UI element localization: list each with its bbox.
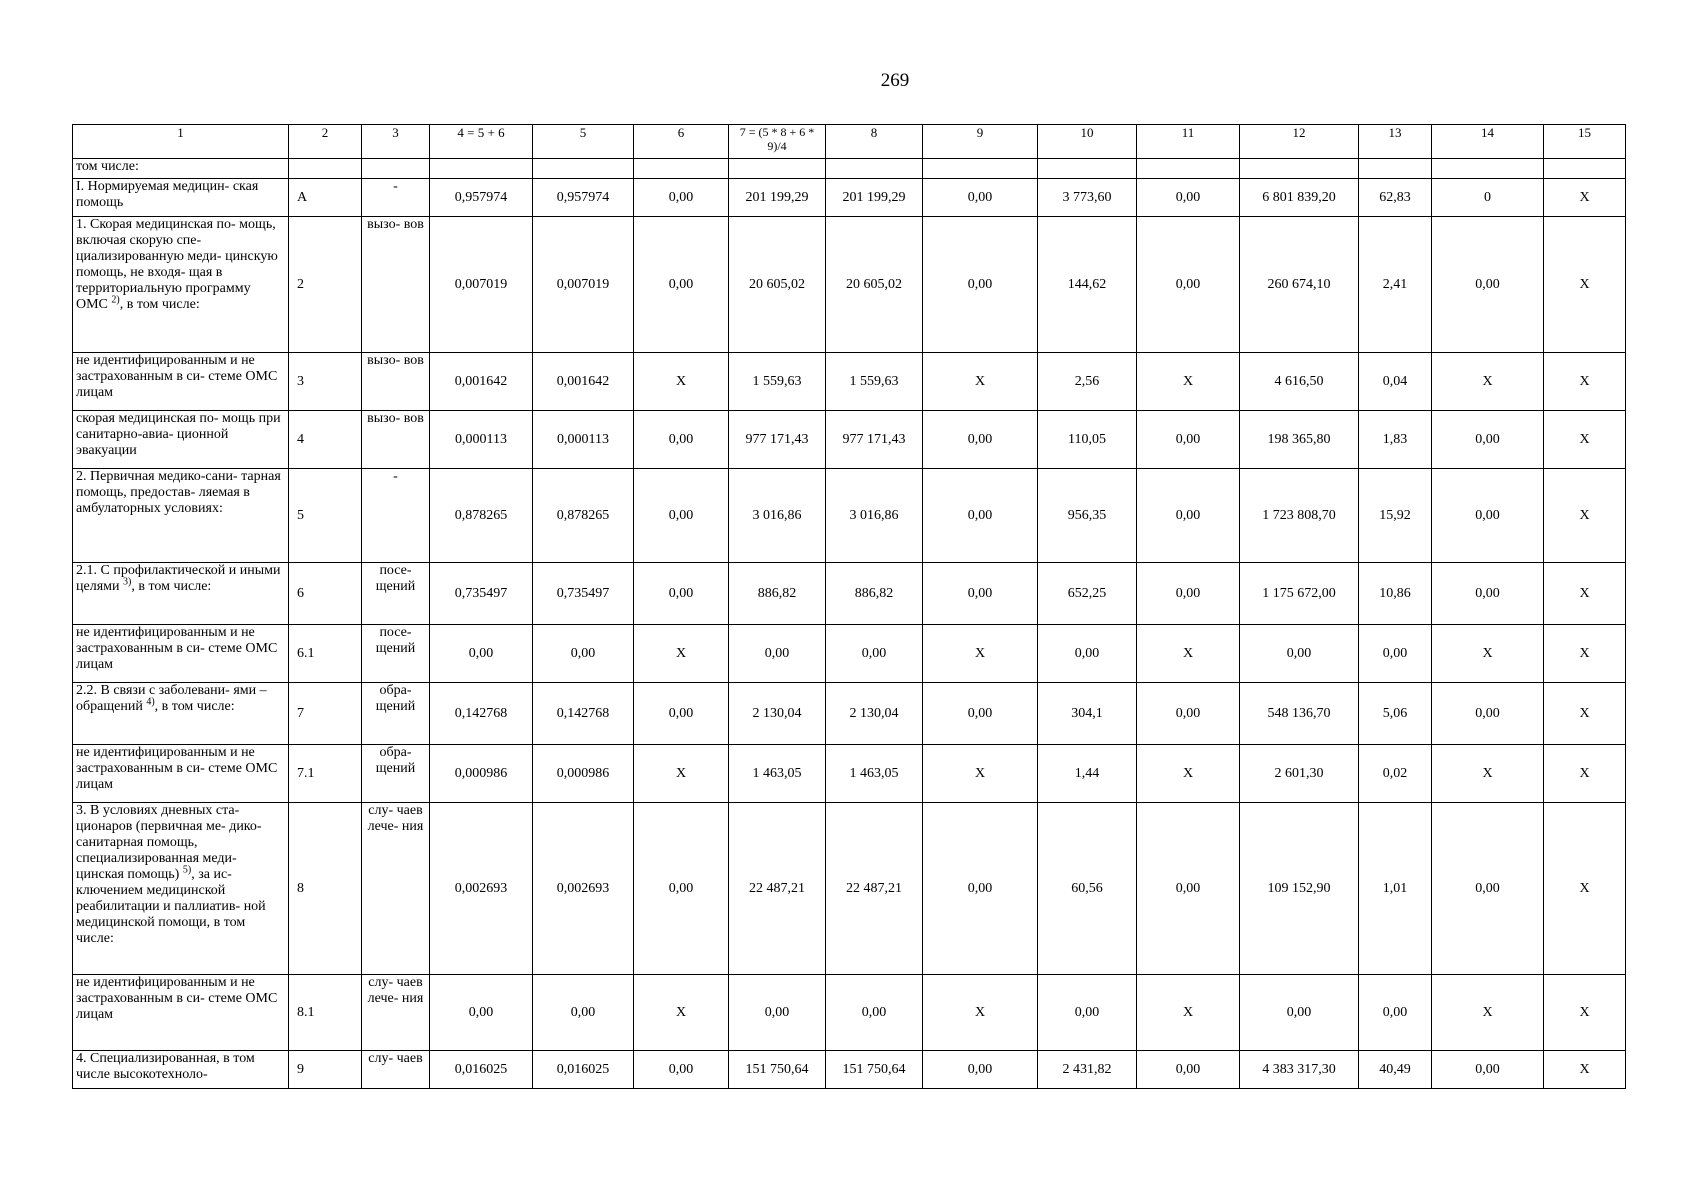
- table-cell: 151 750,64: [729, 1051, 826, 1089]
- table-cell: слу- чаев: [362, 1051, 430, 1089]
- table-cell: 0,00: [1359, 625, 1432, 683]
- table-cell: Х: [923, 975, 1038, 1051]
- table-cell: 886,82: [826, 563, 923, 625]
- table-cell: [1359, 159, 1432, 179]
- table-cell: 7.1: [289, 745, 362, 803]
- row-label-cell: [73, 411, 289, 469]
- table-cell: Х: [1137, 975, 1240, 1051]
- table-cell: Х: [1432, 625, 1544, 683]
- table-cell: Х: [634, 745, 729, 803]
- table-cell: 0,00: [634, 217, 729, 353]
- table-cell: 0,00: [1240, 975, 1359, 1051]
- footnote-mark: 2): [111, 294, 120, 306]
- table-row: [73, 1051, 1626, 1089]
- table-row: [73, 411, 1626, 469]
- table-cell: 0,00: [1432, 1051, 1544, 1089]
- table-cell: 0,735497: [430, 563, 533, 625]
- table-cell: А: [289, 179, 362, 217]
- row-label: 2.2. В связи с заболевани- ями – обращений: [76, 683, 267, 714]
- table-cell: Х: [1544, 975, 1626, 1051]
- data-table: [72, 124, 1626, 1089]
- table-cell: 977 171,43: [729, 411, 826, 469]
- table-cell: Х: [1432, 745, 1544, 803]
- header-cell: 9: [923, 125, 1038, 159]
- header-cell: 2: [289, 125, 362, 159]
- table-cell: 2 130,04: [729, 683, 826, 745]
- table-cell: 260 674,10: [1240, 217, 1359, 353]
- table-cell: Х: [634, 353, 729, 411]
- table-cell: 15,92: [1359, 469, 1432, 563]
- table-cell: Х: [1137, 353, 1240, 411]
- table-cell: 0,00: [1137, 683, 1240, 745]
- table-cell: 0,001642: [430, 353, 533, 411]
- table-cell: 0,00: [1432, 469, 1544, 563]
- table-cell: Х: [1544, 469, 1626, 563]
- table-cell: 62,83: [1359, 179, 1432, 217]
- table-cell: 144,62: [1038, 217, 1137, 353]
- table-cell: 0,00: [634, 1051, 729, 1089]
- table-cell: 0,00: [634, 179, 729, 217]
- row-label: скорая медицинская по- мощь при санитарно-авиа- ционной эвакуации: [76, 411, 281, 458]
- table-cell: 548 136,70: [1240, 683, 1359, 745]
- footnote-mark: 4): [146, 696, 155, 708]
- table-cell: 40,49: [1359, 1051, 1432, 1089]
- table-cell: 0: [1432, 179, 1544, 217]
- table-cell: 1 559,63: [826, 353, 923, 411]
- header-cell: 15: [1544, 125, 1626, 159]
- table-cell: 0,957974: [430, 179, 533, 217]
- table-cell: 5,06: [1359, 683, 1432, 745]
- table-cell: 6.1: [289, 625, 362, 683]
- table-cell: 2 431,82: [1038, 1051, 1137, 1089]
- row-label: не идентифицированным и не застрахованным в си- стеме ОМС лицам: [76, 975, 278, 1022]
- row-label: том числе:: [76, 159, 139, 174]
- table-cell: [923, 159, 1038, 179]
- table-cell: Х: [1137, 625, 1240, 683]
- table-cell: 1,44: [1038, 745, 1137, 803]
- table-row: [73, 683, 1626, 745]
- table-cell: [430, 159, 533, 179]
- table-cell: Х: [1544, 353, 1626, 411]
- table-cell: 201 199,29: [826, 179, 923, 217]
- table-cell: 7: [289, 683, 362, 745]
- header-cell: 4 = 5 + 6: [430, 125, 533, 159]
- table-cell: 0,00: [923, 411, 1038, 469]
- table-cell: 10,86: [1359, 563, 1432, 625]
- table-cell: 304,1: [1038, 683, 1137, 745]
- table-cell: 0,957974: [533, 179, 634, 217]
- footnote-mark: 5): [182, 864, 192, 876]
- table-cell: [634, 159, 729, 179]
- table-cell: 6: [289, 563, 362, 625]
- table-cell: 0,001642: [533, 353, 634, 411]
- row-label: I. Нормируемая медицин- ская помощь: [76, 179, 259, 210]
- table-row: [73, 469, 1626, 563]
- table-cell: 201 199,29: [729, 179, 826, 217]
- table-cell: Х: [634, 625, 729, 683]
- table-row: [73, 563, 1626, 625]
- table-cell: 886,82: [729, 563, 826, 625]
- header-cell: 10: [1038, 125, 1137, 159]
- table-cell: 0,00: [430, 625, 533, 683]
- table-cell: 1 463,05: [826, 745, 923, 803]
- table-cell: вызо- вов: [362, 411, 430, 469]
- table-cell: слу- чаев лече- ния: [362, 975, 430, 1051]
- table-cell: 0,00: [634, 803, 729, 975]
- table-cell: 0,00: [1432, 563, 1544, 625]
- table-cell: -: [362, 469, 430, 563]
- table-cell: вызо- вов: [362, 353, 430, 411]
- table-cell: Х: [1432, 353, 1544, 411]
- table-cell: 2,41: [1359, 217, 1432, 353]
- table-cell: 60,56: [1038, 803, 1137, 975]
- row-label-cell: [73, 1051, 289, 1089]
- row-label: 3. В условиях дневных ста- ционаров (первичная ме- дико-санитарная помощь, специализированная меди- цинская помощь): [76, 803, 262, 882]
- table-cell: -: [362, 179, 430, 217]
- table-cell: [826, 159, 923, 179]
- table-cell: 3: [289, 353, 362, 411]
- table-cell: [1544, 159, 1626, 179]
- header-cell: 12: [1240, 125, 1359, 159]
- table-cell: вызо- вов: [362, 217, 430, 353]
- row-label-cell: [73, 353, 289, 411]
- row-label-cell: [73, 217, 289, 353]
- row-label-tail: , в том числе:: [154, 699, 235, 714]
- table-cell: 109 152,90: [1240, 803, 1359, 975]
- table-cell: 0,002693: [430, 803, 533, 975]
- table-cell: 3 016,86: [729, 469, 826, 563]
- row-label-cell: [73, 563, 289, 625]
- table-cell: 0,00: [1137, 179, 1240, 217]
- table-cell: 0,00: [923, 1051, 1038, 1089]
- row-label-cell: [73, 683, 289, 745]
- table-cell: 0,000986: [430, 745, 533, 803]
- table-cell: 0,000113: [430, 411, 533, 469]
- table-cell: 1,83: [1359, 411, 1432, 469]
- table-cell: 0,00: [1137, 217, 1240, 353]
- table-cell: слу- чаев лече- ния: [362, 803, 430, 975]
- table-cell: 0,142768: [430, 683, 533, 745]
- row-label: не идентифицированным и не застрахованным в си- стеме ОМС лицам: [76, 353, 278, 400]
- table-cell: 0,00: [923, 803, 1038, 975]
- table-cell: посе- щений: [362, 563, 430, 625]
- table-cell: 0,00: [1038, 975, 1137, 1051]
- table-cell: 0,00: [923, 179, 1038, 217]
- page-number: 269: [880, 70, 910, 91]
- table-cell: [533, 159, 634, 179]
- header-cell: 5: [533, 125, 634, 159]
- table-cell: 1 559,63: [729, 353, 826, 411]
- table-cell: 0,016025: [533, 1051, 634, 1089]
- table-cell: 0,00: [826, 625, 923, 683]
- table-cell: Х: [923, 353, 1038, 411]
- row-label: не идентифицированным и не застрахованным в си- стеме ОМС лицам: [76, 625, 278, 672]
- table-cell: Х: [923, 745, 1038, 803]
- row-label: 2.1. С профилактической и иными целями: [76, 563, 281, 594]
- table-cell: 0,00: [634, 411, 729, 469]
- table-cell: Х: [1137, 745, 1240, 803]
- table-cell: [1432, 159, 1544, 179]
- table-cell: 0,735497: [533, 563, 634, 625]
- table-cell: Х: [1544, 683, 1626, 745]
- table-cell: [1038, 159, 1137, 179]
- table-cell: 0,00: [923, 217, 1038, 353]
- table-row: [73, 625, 1626, 683]
- table-cell: 0,00: [1240, 625, 1359, 683]
- table-cell: Х: [1544, 563, 1626, 625]
- table-cell: 0,878265: [430, 469, 533, 563]
- row-label: не идентифицированным и не застрахованным в си- стеме ОМС лицам: [76, 745, 278, 792]
- table-cell: 4: [289, 411, 362, 469]
- table-cell: Х: [1544, 745, 1626, 803]
- table-row: [73, 975, 1626, 1051]
- header-cell: 13: [1359, 125, 1432, 159]
- table-cell: 0,02: [1359, 745, 1432, 803]
- table-cell: 1 723 808,70: [1240, 469, 1359, 563]
- table-cell: Х: [1544, 411, 1626, 469]
- table-cell: 0,00: [1137, 563, 1240, 625]
- header-row: [73, 125, 1626, 159]
- table-cell: 977 171,43: [826, 411, 923, 469]
- table-cell: 0,04: [1359, 353, 1432, 411]
- row-label-tail: , в том числе:: [119, 297, 200, 312]
- table-cell: 2,56: [1038, 353, 1137, 411]
- table-cell: 0,00: [634, 469, 729, 563]
- table-cell: 8.1: [289, 975, 362, 1051]
- table-cell: Х: [1432, 975, 1544, 1051]
- table-cell: 0,007019: [430, 217, 533, 353]
- header-cell: 1: [73, 125, 289, 159]
- table-cell: Х: [1544, 803, 1626, 975]
- table-cell: 0,00: [1137, 1051, 1240, 1089]
- header-cell: 8: [826, 125, 923, 159]
- row-label-cell: [73, 803, 289, 975]
- footnote-mark: 3): [122, 576, 132, 588]
- row-label-cell: [73, 625, 289, 683]
- table-cell: 0,00: [1359, 975, 1432, 1051]
- row-label-cell: [73, 179, 289, 217]
- table-cell: Х: [1544, 217, 1626, 353]
- table-cell: [729, 159, 826, 179]
- table-cell: 22 487,21: [729, 803, 826, 975]
- table-cell: 151 750,64: [826, 1051, 923, 1089]
- table-cell: 20 605,02: [729, 217, 826, 353]
- table-cell: 0,00: [729, 625, 826, 683]
- table-cell: 0,878265: [533, 469, 634, 563]
- table-cell: 0,00: [1038, 625, 1137, 683]
- table-cell: посе- щений: [362, 625, 430, 683]
- row-label-cell: [73, 745, 289, 803]
- header-cell: 7 = (5 * 8 + 6 * 9)/4: [729, 125, 826, 159]
- table-row: [73, 803, 1626, 975]
- table-cell: 2 130,04: [826, 683, 923, 745]
- table-cell: обра- щений: [362, 745, 430, 803]
- table-cell: Х: [1544, 179, 1626, 217]
- table-cell: 0,00: [1432, 217, 1544, 353]
- table-cell: 0,000986: [533, 745, 634, 803]
- table-cell: 652,25: [1038, 563, 1137, 625]
- table-cell: 4 383 317,30: [1240, 1051, 1359, 1089]
- table-cell: 0,00: [634, 683, 729, 745]
- table-cell: 20 605,02: [826, 217, 923, 353]
- table-cell: обра- щений: [362, 683, 430, 745]
- row-label: 4. Специализированная, в том числе высокотехноло-: [76, 1051, 255, 1082]
- table-cell: 956,35: [1038, 469, 1137, 563]
- table-cell: 0,142768: [533, 683, 634, 745]
- table-cell: 0,00: [923, 563, 1038, 625]
- table-cell: 5: [289, 469, 362, 563]
- table-cell: 0,00: [1137, 411, 1240, 469]
- table-cell: 0,00: [533, 625, 634, 683]
- table-cell: 0,00: [1432, 683, 1544, 745]
- row-label: 2. Первичная медико-сани- тарная помощь, предостав- ляемая в амбулаторных условиях:: [76, 469, 281, 516]
- table-cell: 0,00: [1137, 469, 1240, 563]
- table-cell: 2 601,30: [1240, 745, 1359, 803]
- table-cell: 4 616,50: [1240, 353, 1359, 411]
- table-cell: 1 463,05: [729, 745, 826, 803]
- table-row: [73, 745, 1626, 803]
- table-cell: 0,00: [923, 683, 1038, 745]
- row-label-cell: [73, 159, 289, 179]
- table-cell: 0,00: [1137, 803, 1240, 975]
- table-cell: Х: [1544, 1051, 1626, 1089]
- table-cell: 198 365,80: [1240, 411, 1359, 469]
- header-cell: 14: [1432, 125, 1544, 159]
- table-cell: 0,00: [923, 469, 1038, 563]
- table-cell: 3 773,60: [1038, 179, 1137, 217]
- table-cell: Х: [1544, 625, 1626, 683]
- table-cell: Х: [923, 625, 1038, 683]
- table-row: [73, 217, 1626, 353]
- table-cell: 110,05: [1038, 411, 1137, 469]
- table-cell: 0,007019: [533, 217, 634, 353]
- row-label-cell: [73, 469, 289, 563]
- table-cell: 0,00: [1432, 803, 1544, 975]
- table-cell: 0,00: [729, 975, 826, 1051]
- row-label-tail: , за ис- ключением медицинской реабилитации и паллиатив- ной медицинской помощи, в том числе:: [76, 867, 266, 946]
- table-cell: 0,016025: [430, 1051, 533, 1089]
- table-cell: 0,00: [634, 563, 729, 625]
- table-cell: [289, 159, 362, 179]
- table-cell: [362, 159, 430, 179]
- table-cell: 2: [289, 217, 362, 353]
- table-cell: 0,00: [533, 975, 634, 1051]
- table-cell: 0,000113: [533, 411, 634, 469]
- header-cell: 3: [362, 125, 430, 159]
- table-cell: 0,00: [1432, 411, 1544, 469]
- table-row: [73, 353, 1626, 411]
- table-cell: Х: [634, 975, 729, 1051]
- table-cell: 8: [289, 803, 362, 975]
- table-cell: 9: [289, 1051, 362, 1089]
- row-label-cell: [73, 975, 289, 1051]
- table-cell: 0,002693: [533, 803, 634, 975]
- table-body: [73, 125, 1626, 1089]
- row-label-tail: , в том числе:: [131, 579, 212, 594]
- table-cell: 1,01: [1359, 803, 1432, 975]
- table-cell: 0,00: [826, 975, 923, 1051]
- table-cell: 6 801 839,20: [1240, 179, 1359, 217]
- table-row: [73, 179, 1626, 217]
- table-cell: 3 016,86: [826, 469, 923, 563]
- table-cell: 1 175 672,00: [1240, 563, 1359, 625]
- header-cell: 11: [1137, 125, 1240, 159]
- header-cell: 6: [634, 125, 729, 159]
- table-row: [73, 159, 1626, 179]
- table-cell: 0,00: [430, 975, 533, 1051]
- table-cell: [1137, 159, 1240, 179]
- row-label: 1. Скорая медицинская по- мощь, включая скорую спе- циализированную меди- цинскую помощь, не входя- щая в территориальную программу ОМС: [76, 217, 278, 312]
- table-cell: 22 487,21: [826, 803, 923, 975]
- table-cell: [1240, 159, 1359, 179]
